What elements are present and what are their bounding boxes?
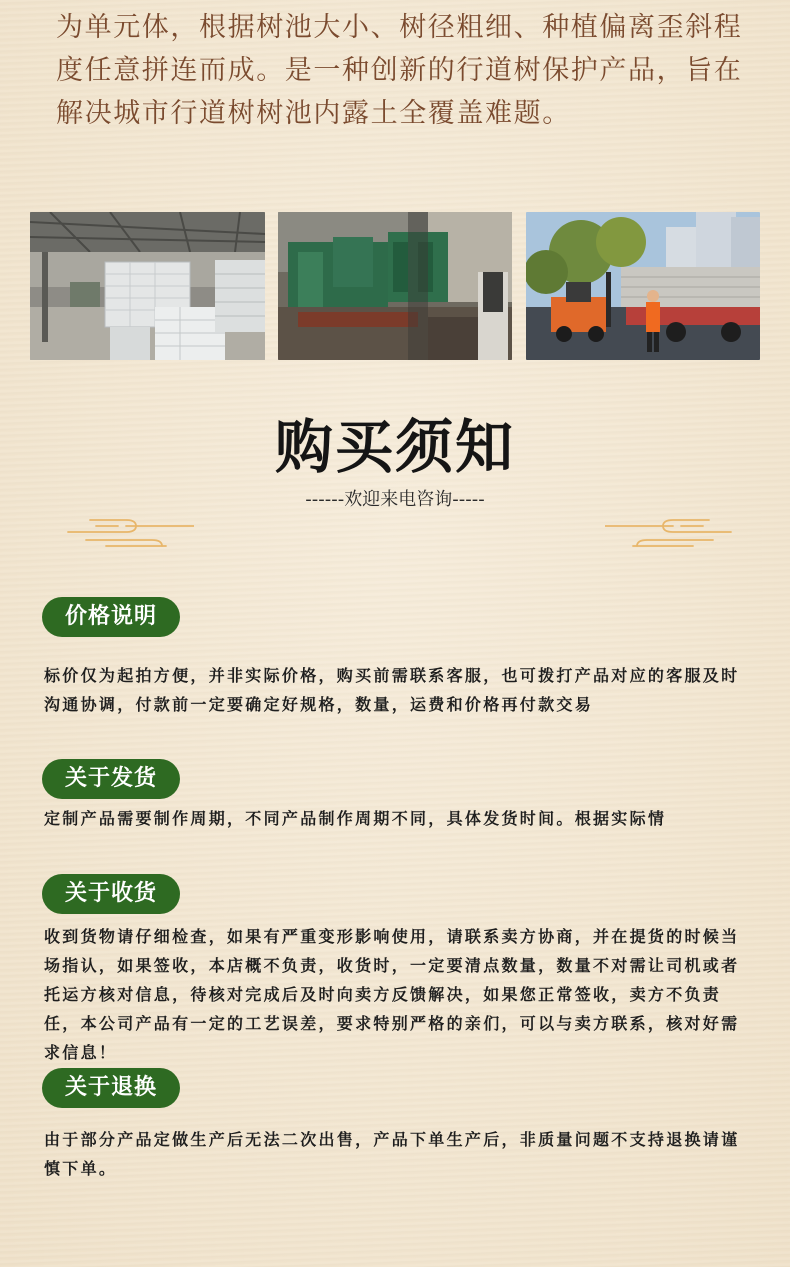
subtitle: ------欢迎来电咨询----- xyxy=(305,489,485,510)
intro-paragraph: 为单元体，根据树池大小、树径粗细、种植偏离歪斜程度任意拼连而成。是一种创新的行道树保护产品，旨在解决城市行道树树池内露土全覆盖难题。 xyxy=(56,12,743,129)
price-text: 标价仅为起拍方便，并非实际价格，购买前需联系客服，也可拨打产品对应的客服及时沟通协调，付款前一定要确定好规格，数量，运费和价格再付款交易 xyxy=(44,666,740,714)
price-badge: 价格说明 xyxy=(42,597,180,637)
returns-text: 由于部分产品定做生产后无法二次出售，产品下单生产后，非质量问题不支持退换请谨慎下单。 xyxy=(44,1130,740,1178)
cloud-ornament-left xyxy=(66,510,194,552)
returns-badge: 关于退换 xyxy=(42,1068,180,1108)
receiving-text: 收到货物请仔细检查，如果有严重变形影响使用，请联系卖方协商，并在提货的时候当场指认，如果签收，本店概不负责，收货时，一定要清点数量，数量不对需让司机或者托运方核对信息，待核对完成后及时向卖方反馈解决，如果您正常签收，卖方不负责任，本公司产品有一定的工艺误差，要求特别严格的亲们，可以与卖方联系，核对好需求信息！ xyxy=(44,927,740,1062)
receiving-badge: 关于收货 xyxy=(42,874,180,914)
cloud-ornament-right xyxy=(605,510,733,552)
forklift-truck-photo xyxy=(526,212,760,360)
machine-photo xyxy=(278,212,512,360)
shipping-badge: 关于发货 xyxy=(42,759,180,799)
page-title: 购买须知 xyxy=(274,413,515,481)
shipping-text: 定制产品需要制作周期，不同产品制作周期不同，具体发货时间。根据实际情 xyxy=(44,809,667,828)
warehouse-photo xyxy=(30,212,265,360)
